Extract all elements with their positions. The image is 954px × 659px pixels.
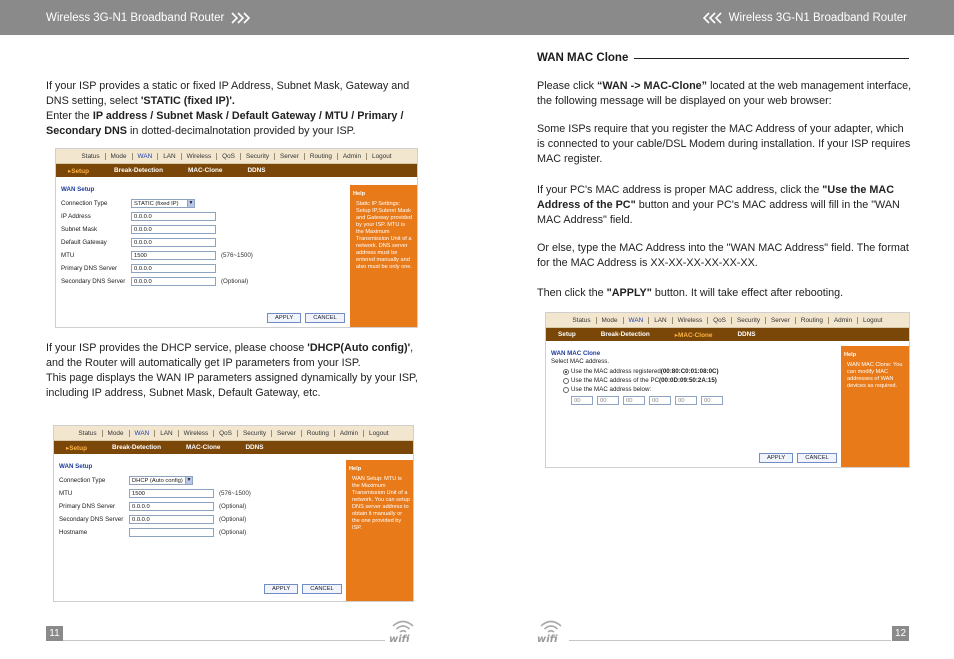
text: in dotted-decimalnotation provided by your ISP.: [127, 125, 356, 137]
mac-clone-intro: [537, 79, 912, 109]
submenu-setup[interactable]: Setup: [558, 331, 576, 338]
text: Enter the: [46, 110, 93, 122]
field-note: (576~1500): [219, 490, 251, 497]
apply-button[interactable]: APPLY: [267, 313, 301, 323]
mac-clone-screenshot: [545, 312, 910, 468]
option-mac: (00:0D:09:50:2A:15): [659, 377, 717, 384]
menu-status[interactable]: Status: [73, 430, 102, 437]
menu-lan[interactable]: LAN: [155, 430, 178, 437]
router-submenu: [546, 328, 909, 341]
radio-selected-icon[interactable]: [563, 369, 569, 375]
menu-admin[interactable]: Admin: [335, 430, 364, 437]
select-value: DHCP (Auto config): [132, 477, 183, 484]
svg-text:wifi: wifi: [537, 634, 558, 643]
ip-address-input[interactable]: 0.0.0.0: [131, 212, 216, 221]
submenu-break-detection[interactable]: Break-Detection: [111, 444, 161, 451]
submenu-mac-clone[interactable]: MAC-Clone: [186, 444, 221, 451]
mac-option-manual[interactable]: [563, 385, 723, 394]
mtu-input[interactable]: 1500: [129, 489, 214, 498]
form-row: [61, 210, 253, 223]
bold-text: "Use the MAC Address of the PC": [537, 184, 894, 211]
form-row: [59, 500, 251, 513]
text: If your ISP provides the DHCP service, please choose: [46, 342, 308, 354]
menu-lan[interactable]: LAN: [649, 317, 672, 324]
help-text: WAN MAC Clone: You can modify MAC addresses of WAN devices as required.: [847, 362, 903, 389]
submenu-label: Setup: [71, 167, 89, 175]
page-header-right: [477, 0, 954, 35]
menu-logout[interactable]: Logout: [372, 152, 392, 160]
option-label: Use the MAC address of the PC: [571, 377, 660, 384]
help-text: Static IP Settings: Setup IP,Subnet Mask and Gateway provided by your ISP. MTU is the Maximum Transmission Unit of a network. DNS server address must be entered manually and also must be only one.: [356, 201, 412, 270]
submenu-label: MAC-Clone: [678, 331, 713, 339]
hostname-input[interactable]: [129, 528, 214, 537]
menu-server[interactable]: Server: [272, 430, 302, 437]
secondary-dns-input[interactable]: 0.0.0.0: [131, 277, 216, 286]
option-label: Use the MAC address below:: [571, 386, 652, 393]
field-label: Default Gateway: [61, 239, 107, 246]
title-rule: [634, 58, 909, 59]
field-label: Primary DNS Server: [59, 503, 116, 510]
menu-wireless[interactable]: Wireless: [182, 153, 218, 160]
apply-paragraph: [537, 286, 912, 301]
form-row: [59, 526, 251, 539]
menu-admin[interactable]: Admin: [829, 317, 858, 324]
bold-text: IP address / Subnet Mask / Default Gateway / MTU / Primary / Secondary DNS: [46, 110, 404, 137]
page-number-right: 12: [892, 626, 909, 641]
menu-mode[interactable]: Mode: [103, 430, 130, 437]
menu-routing[interactable]: Routing: [796, 317, 829, 324]
menu-status[interactable]: Status: [76, 153, 105, 160]
use-pc-mac-paragraph: [537, 183, 912, 228]
submenu-setup[interactable]: ▸Setup: [66, 444, 87, 452]
mac-option-registered[interactable]: [563, 367, 723, 376]
svg-text:wifi: wifi: [389, 634, 410, 643]
bold-text: "APPLY": [606, 287, 652, 299]
mac-octet-input[interactable]: 00: [623, 396, 645, 405]
wan-setup-form: [59, 463, 251, 539]
field-label: MTU: [61, 252, 75, 259]
menu-logout[interactable]: Logout: [369, 429, 389, 437]
menu-wireless[interactable]: Wireless: [179, 430, 215, 437]
field-note: (Optional): [219, 516, 247, 523]
primary-dns-input[interactable]: 0.0.0.0: [131, 264, 216, 273]
menu-wan[interactable]: WAN: [130, 430, 156, 437]
menu-wan[interactable]: WAN: [624, 317, 650, 324]
menu-admin[interactable]: Admin: [338, 153, 367, 160]
dropdown-arrow-icon: ▼: [186, 477, 192, 483]
submenu-ddns[interactable]: DDNS: [737, 331, 756, 338]
text: button and your PC's MAC address will fill in the "WAN MAC Address" field.: [537, 199, 900, 226]
radio-icon[interactable]: [563, 378, 569, 384]
menu-security[interactable]: Security: [241, 153, 275, 160]
field-label: Primary DNS Server: [61, 265, 118, 272]
help-title: Help: [844, 352, 857, 358]
mac-octet-input[interactable]: 00: [701, 396, 723, 405]
help-panel: [350, 185, 417, 327]
apply-button[interactable]: APPLY: [759, 453, 793, 463]
text: Then click the: [537, 287, 607, 299]
field-label: Secondary DNS Server: [61, 278, 126, 285]
text: This page displays the WAN IP parameters assigned dynamically by your ISP, including IP address, Subnet Mask, Default Gateway, etc.: [46, 372, 418, 399]
mac-address-fields: [571, 396, 723, 405]
field-label: Connection Type: [61, 200, 108, 207]
mac-option-pc[interactable]: [563, 376, 723, 385]
menu-status[interactable]: Status: [567, 317, 596, 324]
option-label: Use the MAC address registered: [571, 368, 661, 375]
form-buttons: [759, 453, 837, 463]
menu-mode[interactable]: Mode: [597, 317, 624, 324]
field-label: Connection Type: [59, 477, 106, 484]
menu-qos[interactable]: QoS: [217, 153, 241, 160]
option-mac: (00:80:C0:01:08:0C): [660, 368, 719, 375]
primary-dns-input[interactable]: 0.0.0.0: [129, 502, 214, 511]
text: If your ISP provides a static or fixed IP Address, Subnet Mask, Gateway and DNS setting, select: [46, 80, 410, 107]
field-note: (Optional): [219, 503, 247, 510]
router-menu: [546, 313, 909, 328]
help-panel: [841, 346, 909, 467]
menu-routing[interactable]: Routing: [302, 430, 335, 437]
page-number-left: 11: [46, 626, 63, 641]
field-note: (576~1500): [221, 252, 253, 259]
form-buttons: [267, 313, 345, 323]
submenu-setup[interactable]: ▸Setup: [68, 167, 89, 175]
static-ip-paragraph: [46, 79, 424, 139]
menu-server[interactable]: Server: [275, 153, 305, 160]
mac-octet-input[interactable]: 00: [597, 396, 619, 405]
form-row: [61, 236, 253, 249]
help-text: WAN Setup: MTU is the Maximum Transmission Unit of a network. You can setup DNS server address to obtain it manually or the one provided by ISP.: [352, 476, 410, 531]
field-label: MTU: [59, 490, 73, 497]
default-gateway-input[interactable]: 0.0.0.0: [131, 238, 216, 247]
select-value: STATIC (fixed IP): [134, 200, 179, 207]
dhcp-paragraph: [46, 341, 424, 401]
router-menu: [56, 149, 417, 164]
mac-clone-form: [551, 350, 723, 405]
form-title: WAN MAC Clone: [551, 350, 601, 357]
cancel-button[interactable]: CANCEL: [797, 453, 837, 463]
form-row: [61, 223, 253, 236]
menu-security[interactable]: Security: [732, 317, 766, 324]
radio-icon[interactable]: [563, 387, 569, 393]
menu-wireless[interactable]: Wireless: [673, 317, 709, 324]
submenu-ddns[interactable]: DDNS: [247, 167, 266, 174]
submenu-break-detection[interactable]: Break-Detection: [600, 331, 650, 338]
subnet-mask-input[interactable]: 0.0.0.0: [131, 225, 216, 234]
router-menu: [54, 426, 413, 441]
menu-routing[interactable]: Routing: [305, 153, 338, 160]
wifi-logo-icon: [535, 617, 567, 643]
form-row: [59, 474, 251, 487]
field-note: (Optional): [219, 529, 247, 536]
router-submenu: [54, 441, 413, 454]
section-title-text: WAN MAC Clone: [537, 52, 629, 64]
menu-security[interactable]: Security: [238, 430, 272, 437]
text: located at the web management interface, the following message will be displayed on your web browser:: [537, 80, 912, 107]
form-buttons: [264, 584, 342, 594]
footer-rule-right: [569, 640, 891, 641]
mtu-input[interactable]: 1500: [131, 251, 216, 260]
page-header-left: [0, 0, 477, 35]
header-title-right: Wireless 3G-N1 Broadband Router: [728, 11, 907, 24]
form-row: [61, 262, 253, 275]
menu-mode[interactable]: Mode: [106, 153, 133, 160]
text: If your PC's MAC address is proper MAC address, click the: [537, 184, 823, 196]
wan-setup-form: [61, 186, 253, 288]
menu-wan[interactable]: WAN: [133, 153, 159, 160]
field-label: Subnet Mask: [61, 226, 98, 233]
bold-text: 'STATIC (fixed IP)'.: [140, 95, 235, 107]
footer-rule-left: [63, 640, 385, 641]
form-title: WAN Setup: [61, 186, 95, 193]
secondary-dns-input[interactable]: 0.0.0.0: [129, 515, 214, 524]
apply-button[interactable]: APPLY: [264, 584, 298, 594]
form-instruction: Select MAC address.: [551, 358, 610, 365]
text: button. It will take effect after rebooting.: [651, 287, 844, 299]
mac-octet-input[interactable]: 00: [649, 396, 671, 405]
submenu-mac-clone[interactable]: MAC-Clone: [188, 167, 223, 174]
menu-qos[interactable]: QoS: [214, 430, 238, 437]
static-ip-screenshot: [55, 148, 418, 328]
connection-type-select[interactable]: [129, 476, 193, 485]
submenu-label: Setup: [69, 444, 87, 452]
router-submenu: [56, 164, 417, 177]
submenu-break-detection[interactable]: Break-Detection: [113, 167, 163, 174]
help-title: Help: [349, 466, 362, 472]
form-row: [61, 249, 253, 262]
field-label: IP Address: [61, 213, 91, 220]
form-row: [61, 275, 253, 288]
form-title: WAN Setup: [59, 463, 93, 470]
chevron-left-icon: [701, 11, 723, 25]
chevron-right-icon: [230, 11, 252, 25]
submenu-ddns[interactable]: DDNS: [245, 444, 264, 451]
dhcp-screenshot: [53, 425, 414, 602]
mac-octet-input[interactable]: 00: [571, 396, 593, 405]
menu-lan[interactable]: LAN: [158, 153, 181, 160]
wifi-logo-icon: [387, 617, 419, 643]
text: , and the Router will automatically get IP parameters from your ISP.: [46, 342, 414, 369]
cancel-button[interactable]: CANCEL: [302, 584, 342, 594]
bold-text: “WAN -> MAC-Clone”: [597, 80, 708, 92]
menu-logout[interactable]: Logout: [863, 316, 883, 324]
connection-type-select[interactable]: [131, 199, 195, 208]
help-title: Help: [353, 191, 366, 197]
mac-register-paragraph: Some ISPs require that you register the MAC Address of your adapter, which is connected to your cable/DSL Modem during installation. If your ISP requires MAC register.: [537, 123, 911, 165]
menu-server[interactable]: Server: [766, 317, 796, 324]
submenu-mac-clone[interactable]: ▸MAC-Clone: [674, 331, 713, 339]
form-row: [59, 513, 251, 526]
form-row: [61, 197, 253, 210]
mac-format-paragraph: Or else, type the MAC Address into the "WAN MAC Address" field. The format for the MAC Address is XX-XX-XX-XX-XX-XX.: [537, 242, 909, 269]
cancel-button[interactable]: CANCEL: [305, 313, 345, 323]
header-title-left: Wireless 3G-N1 Broadband Router: [46, 11, 225, 24]
section-title: [537, 52, 909, 64]
field-label: Hostname: [59, 529, 88, 536]
help-panel: [346, 460, 413, 601]
dropdown-arrow-icon: ▼: [188, 200, 194, 206]
text: Please click: [537, 80, 598, 92]
mac-octet-input[interactable]: 00: [675, 396, 697, 405]
field-label: Secondary DNS Server: [59, 516, 124, 523]
bold-text: 'DHCP(Auto config)': [307, 342, 411, 354]
form-row: [59, 487, 251, 500]
field-note: (Optional): [221, 278, 249, 285]
menu-qos[interactable]: QoS: [708, 317, 732, 324]
